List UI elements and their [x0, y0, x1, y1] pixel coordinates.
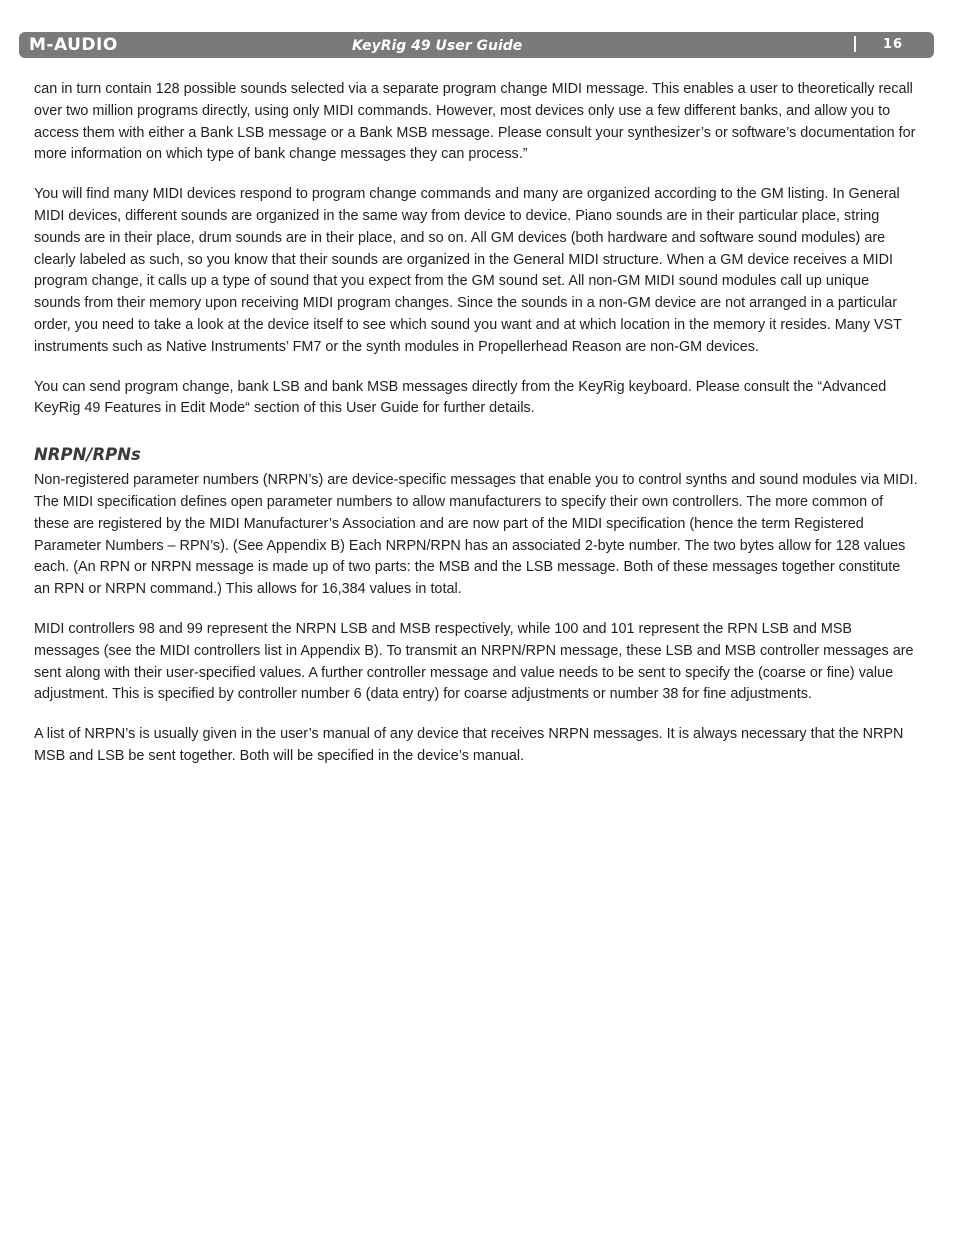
- paragraph-nrpn-controllers: MIDI controllers 98 and 99 represent the NRPN LSB and MSB respectively, while 100 and 101 represent the RPN LSB and MSB messages (see the MIDI controllers list in Appendix B). To transmit an NRPN/RPN message, these LSB and MSB controller messages are sent along with their user-specified values. A further controller message and value needs to be sent to specify the (coarse or fine) value adjustment. This is specified by controller number 6 (data entry) for coarse adjustments or number 38 for fine adjustments.: [34, 620, 914, 703]
- page-header: [19, 32, 934, 58]
- page-content: [34, 79, 918, 786]
- guide-title: KeyRig 49 User Guide: [352, 38, 523, 54]
- paragraph-nrpn-definition: Non-registered parameter numbers (NRPN’s) are device-specific messages that enable you to control synths and sound modules via MIDI. The MIDI specification defines open parameter numbers to allow manufacturers to specify their own controllers. The more common of these are registered by the MIDI Manufacturer’s Association and are now part of the MIDI specification (hence the term Registered Parameter Numbers – RPN’s). (See Appendix B) Each NRPN/RPN has an associated 2-byte number. The two bytes allow for 128 values each. (An RPN or NRPN message is made up of two parts: the MSB and the LSB message. Both of these messages together constitute an RPN or NRPN command.) This allows for 16,384 values in total.: [34, 472, 918, 598]
- paragraph-bank-change: can in turn contain 128 possible sounds selected via a separate program change MIDI message. This enables a user to theoretically recall over two million programs directly, using only MIDI commands. However, most devices only use a few different banks, and allow you to access them with either a Bank LSB message or a Bank MSB message. Please consult your synthesizer’s or software’s documentation for more information on which type of bank change messages they can process.”: [34, 81, 916, 163]
- paragraph-gm-devices: You will find many MIDI devices respond to program change commands and many are organized according to the GM listing. In General MIDI devices, different sounds are organized in the same way from device to device. Piano sounds are in their particular place, string sounds are in their place, drum sounds are in their place, and so on. All GM devices (both hardware and software sound modules) are clearly labeled as such, so you know that their sounds are organized in the General MIDI structure. When a GM device receives a MIDI program change, it calls up a type of sound that you expect from the GM sound set. All non-GM MIDI sound modules call up unique sounds from their memory upon receiving MIDI program changes. Since the sounds in a non-GM device are not arranged in a particular order, you need to take a look at the device itself to see which sound you want and at which location in the memory it resides. Many VST instruments such as Native Instruments’ FM7 or the synth modules in Propellerhead Reason are non-GM devices.: [34, 186, 902, 355]
- section-heading-nrpn: NRPN/RPNs: [34, 445, 141, 465]
- paragraph-keyrig-program-change: You can send program change, bank LSB and bank MSB messages directly from the KeyRig keyboard. Please consult the “Advanced KeyRig 49 Features in Edit Mode“ section of this User Guide for further details.: [34, 378, 887, 417]
- paragraph-nrpn-manual: A list of NRPN’s is usually given in the user’s manual of any device that receives NRPN messages. It is always necessary that the NRPN MSB and LSB be sent together. Both will be specified in the device’s manual.: [34, 726, 904, 764]
- header-divider: [854, 36, 856, 52]
- page-number: 16: [883, 37, 904, 52]
- brand-logo: M-AUDIO: [29, 35, 118, 55]
